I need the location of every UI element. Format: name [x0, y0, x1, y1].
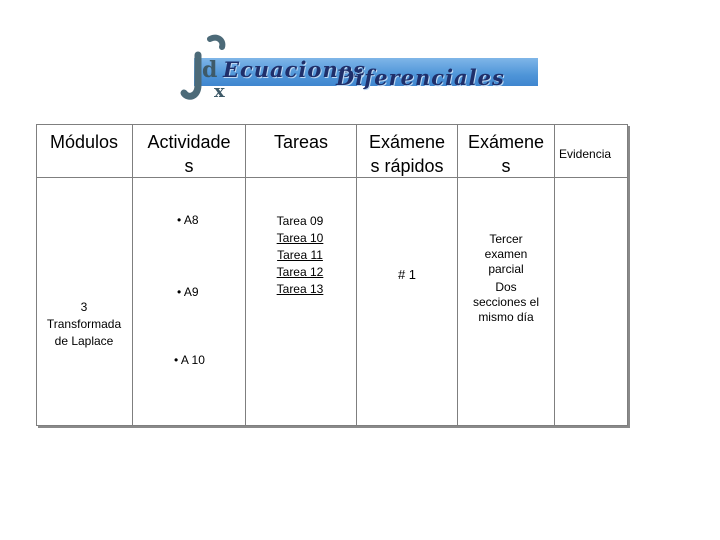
header-tareas: Tareas [273, 132, 329, 152]
tarea-link[interactable]: Tarea 10 [276, 231, 324, 245]
tarea-item: Tarea 09 [276, 214, 324, 228]
column-divider [245, 124, 246, 426]
examen-rapido-value: # 1 [397, 267, 417, 282]
examen-cell: Tercer examen parcial Dos secciones el mismo día [472, 232, 540, 324]
banner [178, 33, 540, 105]
actividad-item: • A8 [177, 213, 199, 227]
header-evidencia: Evidencia [559, 147, 612, 161]
tarea-link[interactable]: Tarea 12 [276, 265, 324, 279]
banner-title-word-1: Ecuaciones [223, 57, 366, 82]
header-modulos: Módulos [49, 132, 119, 152]
actividad-item: • A 10 [174, 353, 205, 367]
banner-title-word-2: Diferenciales [336, 65, 505, 90]
modulo-cell: 3 Transformada de Laplace [46, 300, 122, 348]
tarea-link[interactable]: Tarea 11 [277, 248, 323, 262]
tarea-link[interactable]: Tarea 13 [276, 282, 324, 296]
svg-text:x: x [214, 81, 225, 102]
actividad-item: • A9 [177, 285, 199, 299]
column-divider [554, 124, 555, 426]
header-actividades: Actividade s [147, 132, 231, 176]
tareas-list [268, 213, 332, 298]
header-examenes: Exámene s [467, 132, 545, 176]
svg-text:d: d [202, 57, 218, 83]
header-examenes-rapidos: Exámene s rápidos [368, 132, 446, 176]
